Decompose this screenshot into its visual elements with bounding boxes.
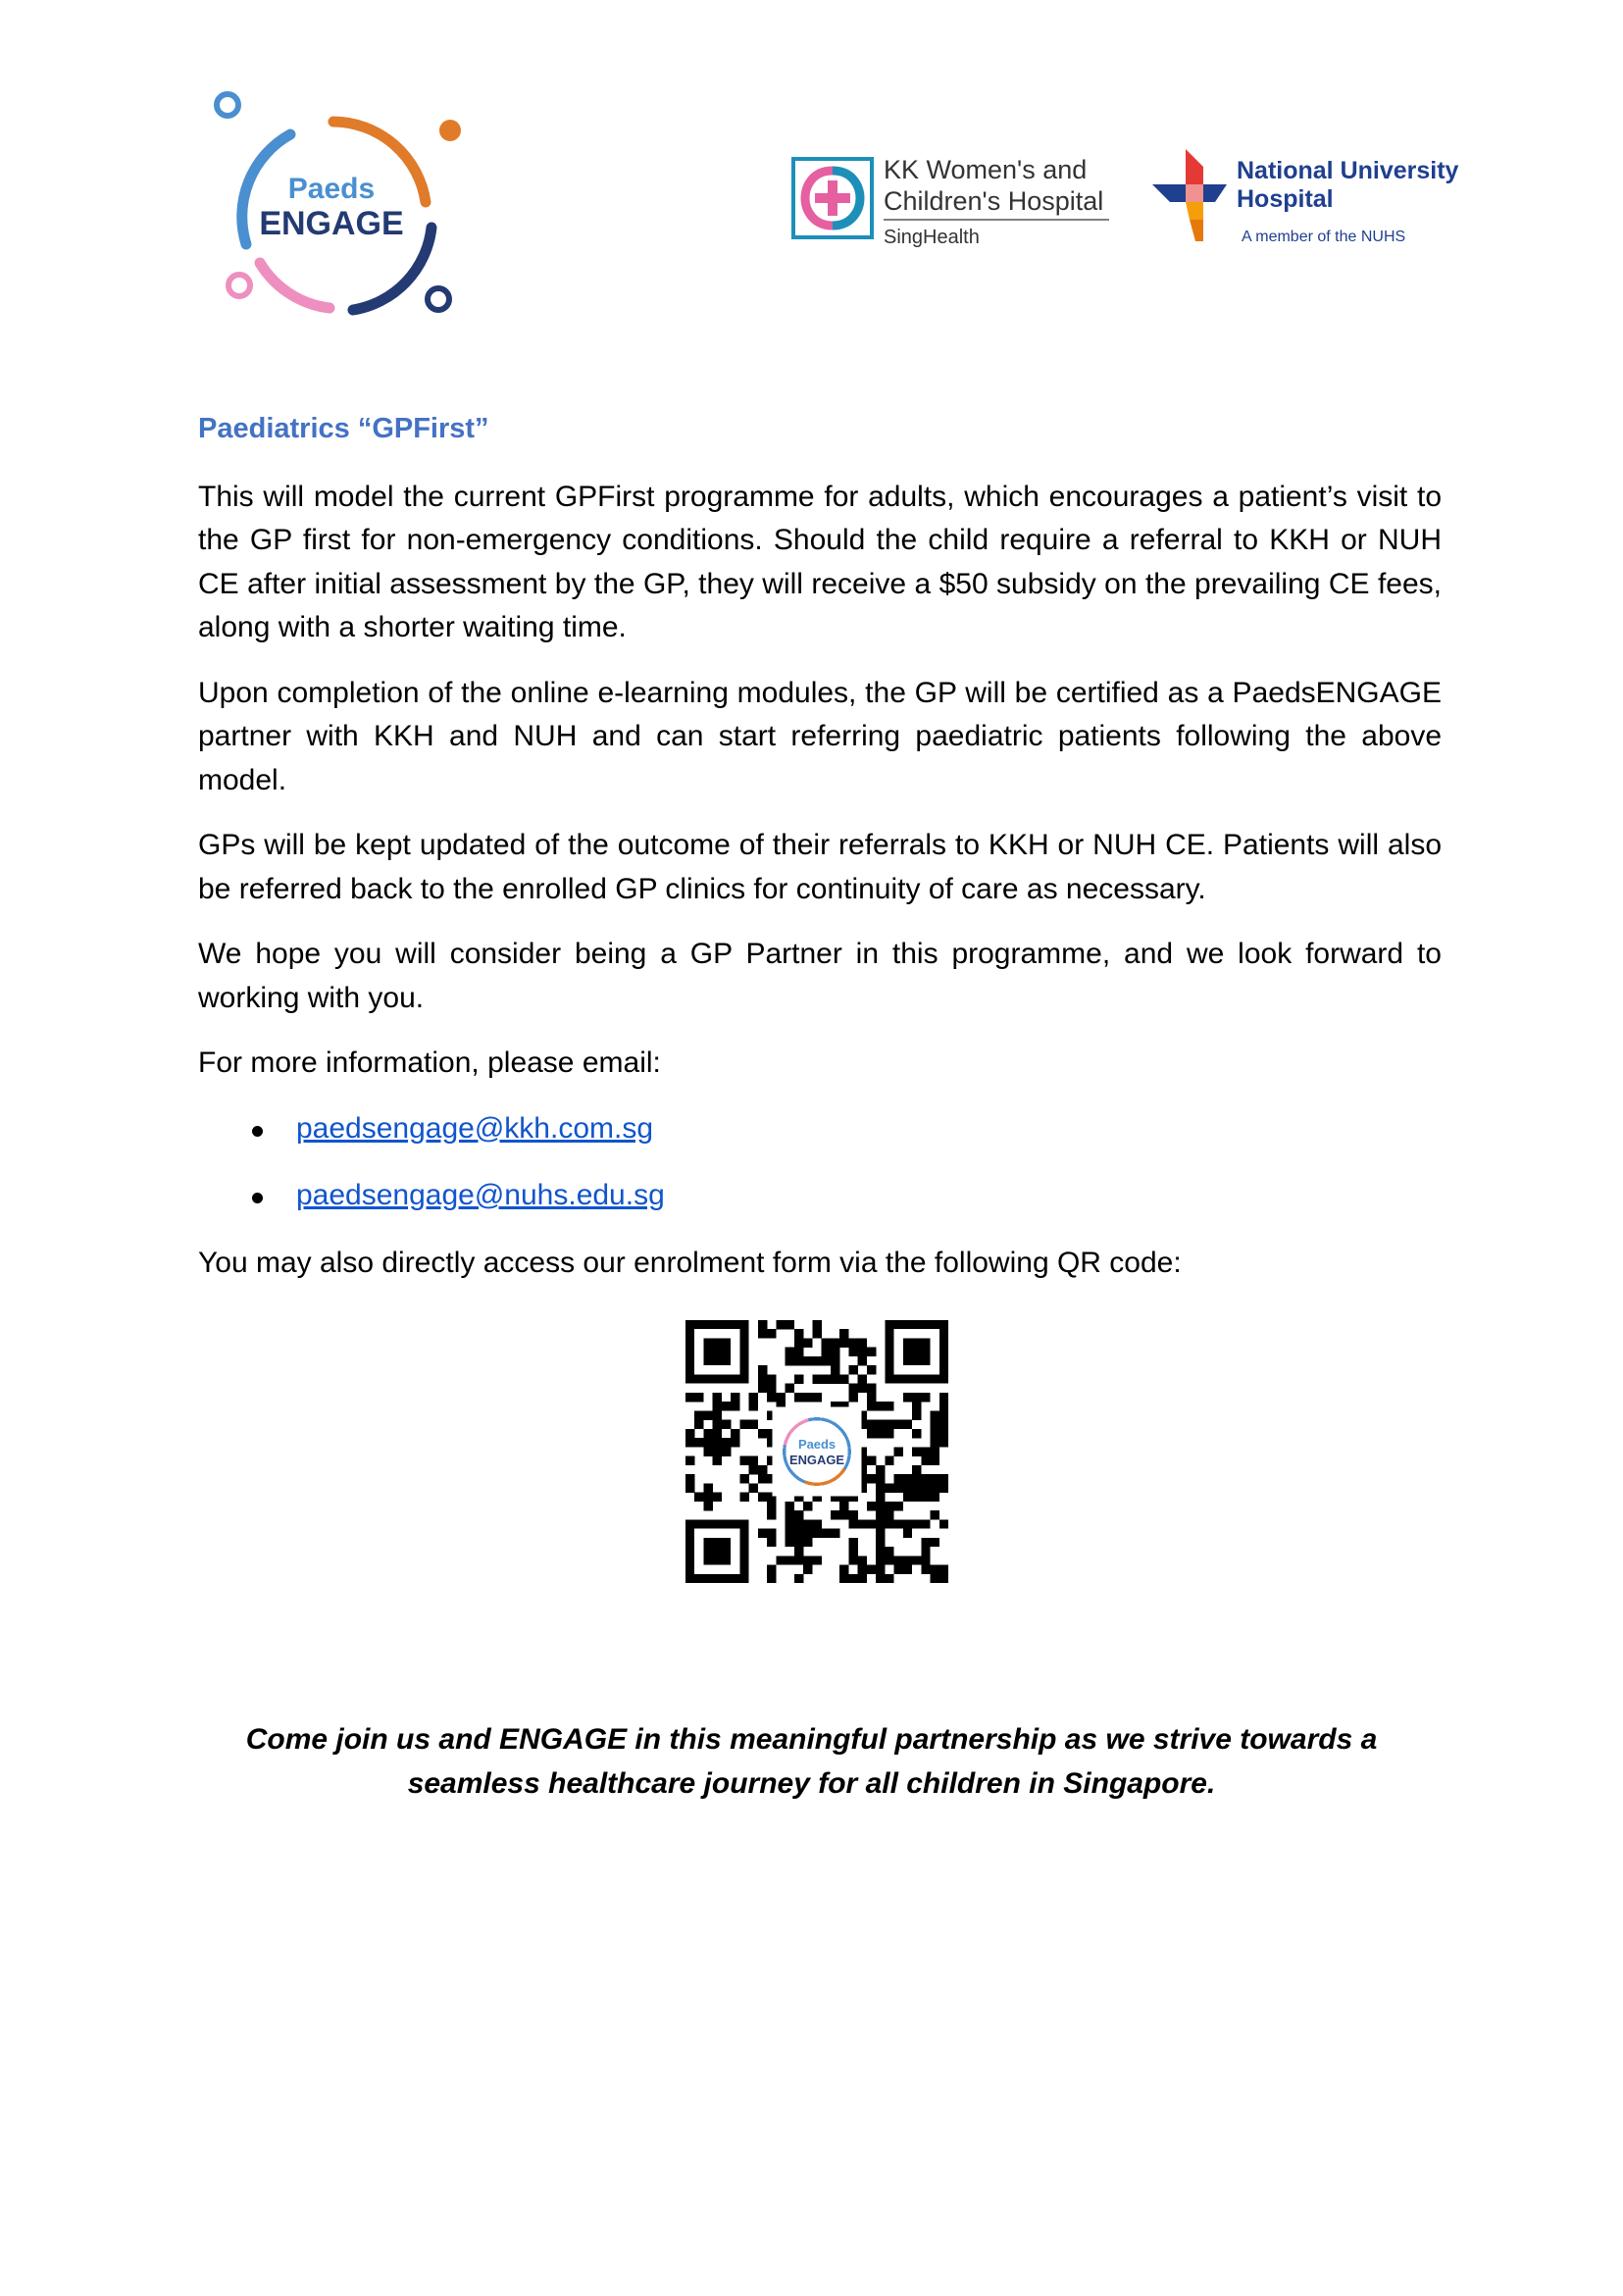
email-list bbox=[198, 1107, 1442, 1218]
paeds-engage-logo bbox=[206, 90, 466, 324]
kkh-logo-line2: Children's Hospital bbox=[884, 186, 1104, 216]
nuh-logo-line2: Hospital bbox=[1237, 185, 1334, 213]
list-item bbox=[198, 1107, 1442, 1151]
qr-logo-line2: ENGAGE bbox=[788, 1452, 845, 1467]
enrolment-qr-code[interactable] bbox=[685, 1320, 948, 1583]
nuh-logo-line1: National University bbox=[1237, 157, 1459, 184]
nuh-logo-tagline: A member of the NUHS bbox=[1242, 229, 1406, 245]
paragraph-updates: GPs will be kept updated of the outcome of their referrals to KKH or NUH CE. Patients will also be referred back to the enrolled GP clinics for continuity of care as necessary. bbox=[198, 829, 1442, 905]
email-link-kkh[interactable]: paedsengage@kkh.com.sg bbox=[296, 1111, 654, 1145]
bullet-icon bbox=[252, 1126, 263, 1137]
email-intro: For more information, please email: bbox=[198, 1046, 661, 1079]
kkh-logo-line1: KK Women's and bbox=[884, 155, 1088, 184]
qr-logo-line1: Paeds bbox=[797, 1437, 837, 1453]
kkh-logo-line3: SingHealth bbox=[884, 227, 980, 248]
closing-statement: Come join us and ENGAGE in this meaningful partnership as we strive towards a seamless healthcare journey for all children in Singapore. bbox=[245, 1723, 1378, 1800]
nuh-logo bbox=[1152, 145, 1466, 253]
paragraph-invitation: We hope you will consider being a GP Partner in this programme, and we look forward to working with you. bbox=[198, 938, 1442, 1014]
email-link-nuhs[interactable]: paedsengage@nuhs.edu.sg bbox=[296, 1179, 665, 1211]
kkh-logo bbox=[789, 145, 1113, 253]
page-heading: Paediatrics “GPFirst” bbox=[198, 413, 489, 444]
paragraph-certification: Upon completion of the online e-learning modules, the GP will be certified as a PaedsENGAGE partner with KKH and NUH and can start referring paediatric patients following the above model. bbox=[198, 676, 1442, 796]
paragraph-programme-model: This will model the current GPFirst programme for adults, which encourages a patient’s visit to the GP first for non-emergency conditions. Should the child require a referral to KKH or NUH CE after initial assessment by the GP, they will receive a $50 subsidy on the prevailing CE fees, along with a shorter waiting time. bbox=[198, 480, 1442, 643]
qr-intro: You may also directly access our enrolment form via the following QR code: bbox=[198, 1246, 1182, 1279]
list-item bbox=[198, 1174, 1442, 1218]
paeds-logo-line1: Paeds bbox=[287, 173, 376, 205]
bullet-icon bbox=[252, 1193, 263, 1203]
paeds-logo-line2: ENGAGE bbox=[259, 205, 404, 242]
document-body bbox=[198, 407, 1442, 1306]
